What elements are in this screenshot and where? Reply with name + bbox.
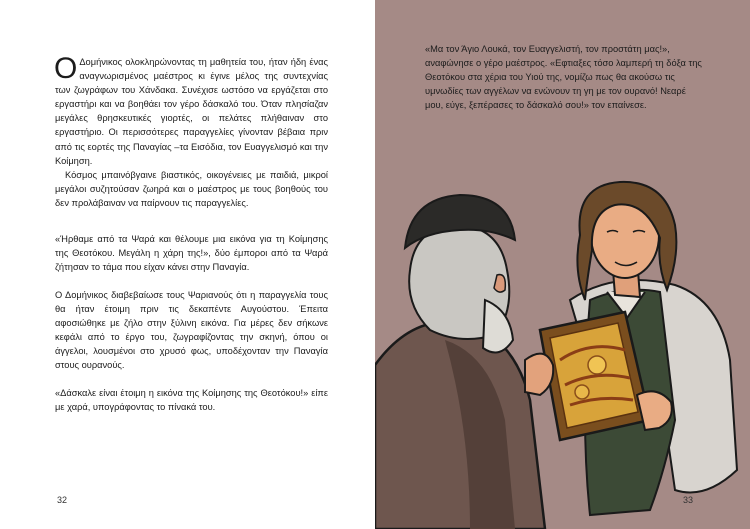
page-number-left: 32 [57,495,68,505]
master-hand [525,354,553,395]
paragraph-1-text: Δομήνικος ολοκληρώνοντας τη μαθητεία του, ήταν ήδη ένας αναγνωρισμένος μαέστρος κι έγινε μέλος της συντεχνίας των ζωγράφων του Χάνδακα. Συνέχισε ωστόσο να εργάζεται στο εργαστήρι και να βοηθάει τον γέρο δάσκαλό του. Όταν πλησίαζαν μεγάλες θρησκευτικές γιορτές, οι πελάτες πλήθαιναν στο εργαστήριο. Οι περισσότερες παραγγελίες γίνονταν βέβαια πριν από τις εορτές της Παναγίας –τα Εισόδια, τον Ευαγγελισμό και την Κοίμηση. [55,57,328,166]
paragraph-1 [54,52,328,210]
drop-cap: Ο [54,52,78,85]
right-page [375,0,750,529]
paragraph-1b: Κόσμος μπαινόβγαινε βιαστικός, οικογένειες με παιδιά, μικροί μεγάλοι συζητούσαν ζωηρά και ο μαέστρος με τους βοηθούς του δεν προλάβαιναν να παίρνουν τις παραγγελίες. [55,169,328,208]
paragraph-3: Ο Δομήνικος διαβεβαίωσε τους Ψαριανούς ότι η παραγγελία τους θα ήταν έτοιμη πριν τις δεκαπέντε Αυγούστου. Έπειτα αφοσιώθηκε με ζήλο στην ξύλινη εικόνα. Για μέρες δεν σήκωνε κεφάλι από το έργο του, ζωγραφίζοντας την σκηνή, όπου οι άγγελοι, λουσμένοι στο χρυσό φως, υποδέχονταν την Παναγία στους ουρανούς. [55,290,328,371]
page-number-right: 33 [683,495,694,505]
paragraph-4: «Δάσκαλε είναι έτοιμη η εικόνα της Κοίμησης της Θεοτόκου!» είπε με χαρά, υπογράφοντας το πίνακά του. [55,388,328,413]
paragraph-2: «Ήρθαμε από τα Ψαρά και θέλουμε μια εικόνα για τη Κοίμησης της Θεοτόκου. Μεγάλη η χάρη της!», δύο έμποροι από τα Ψαρά ζήτησαν το τάμα που είχαν κάνει στην Παναγία. [55,234,328,273]
right-page-text: «Μα τον Άγιο Λουκά, τον Ευαγγελιστή, τον προστάτη μας!», αναφώνησε ο γέρο μαέστρος. «Εφτιαξες τόσο λαμπερή τη δόξα της Θεοτόκου στα χέρια του Υιού της, νομίζω πως θα ακούσω τις υμνωδίες των αγγέλων να ενώνουν τη γη με τον ουρανό! Νεαρέ μου, εύγε, ξεπέρασες το δάσκαλό σου!» τον επαίνεσε. [425,44,702,111]
